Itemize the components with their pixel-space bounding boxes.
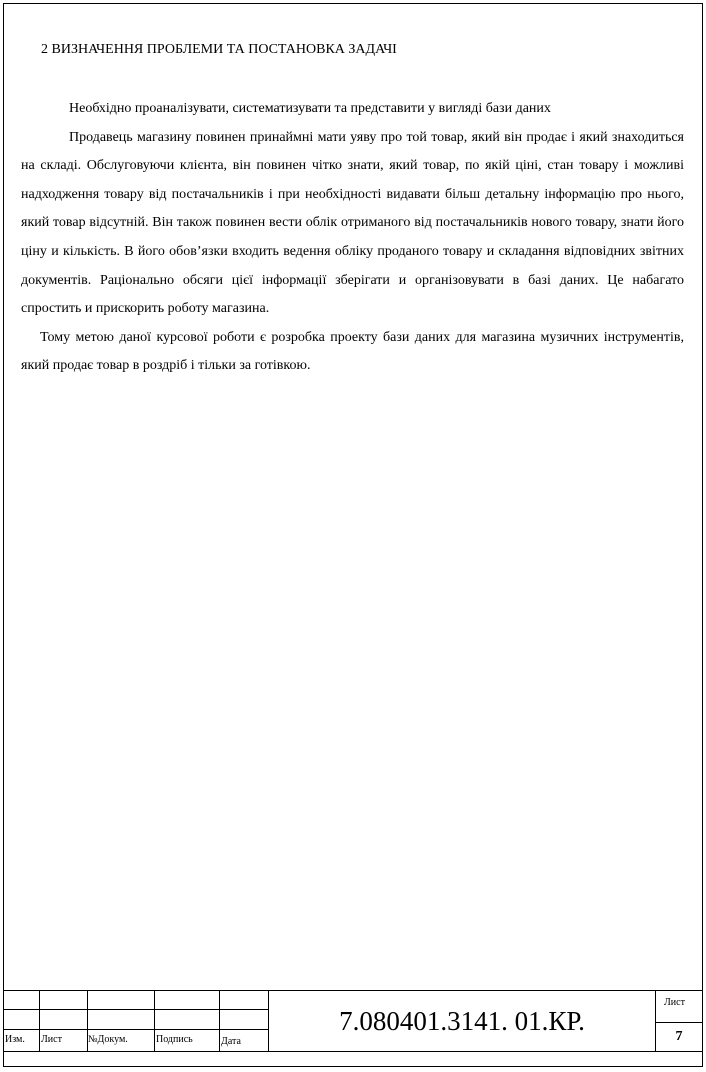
paragraph: Продавець магазину повинен принаймні мати уяву про той товар, який він продає і який знаходиться на складі. Обслуговуючи клієнта, він повинен чітко знати, який товар, по якій ціні, стан товару і можливі надходження товару від постачальників і при необхідності видавати більш детальну інформацію про нього, який товар відсутній. Він також повинен вести облік отриманого від постачальників нового товару, знати його ціну и кількість. В його обов’язки входить ведення обліку проданого товару и складання відповідних звітних документів. Раціонально обсяги цієї інформації зберігати и організовувати в базі даних. Це набагато спростить и прискорить роботу магазина. bbox=[21, 129, 684, 317]
title-block bbox=[4, 990, 702, 1067]
section-heading: 2 ВИЗНАЧЕННЯ ПРОБЛЕМИ ТА ПОСТАНОВКА ЗАДАЧІ bbox=[41, 42, 397, 57]
stamp-caption-date: Дата bbox=[221, 1036, 241, 1047]
paragraph: Тому метою даної курсової роботи є розробка проекту бази даних для магазина музичних інструментів, який продає товар в роздріб і тільки за готівкою. bbox=[21, 329, 684, 374]
stamp-divider bbox=[154, 991, 155, 1051]
stamp-divider bbox=[219, 991, 220, 1051]
stamp-caption-doc: №Докум. bbox=[88, 1034, 128, 1045]
stamp-caption-izm: Изм. bbox=[5, 1034, 25, 1045]
stamp-divider bbox=[39, 991, 40, 1051]
stamp-caption-list: Лист bbox=[41, 1034, 62, 1045]
document-code: 7.080401.3141. 01.КР. bbox=[339, 1005, 585, 1036]
stamp-row-line bbox=[4, 1029, 268, 1030]
paragraph: Необхідно проаналізувати, систематизувати та представити у вигляді бази даних bbox=[69, 101, 551, 116]
sheet-number: 7 bbox=[675, 1029, 683, 1044]
body-text bbox=[21, 95, 684, 381]
stamp-row-line bbox=[4, 1009, 268, 1010]
sheet-label: Лист bbox=[664, 997, 685, 1008]
stamp-caption-sign: Подпись bbox=[156, 1034, 193, 1045]
stamp-bottom-line bbox=[4, 1051, 702, 1052]
document-page bbox=[3, 3, 703, 1067]
